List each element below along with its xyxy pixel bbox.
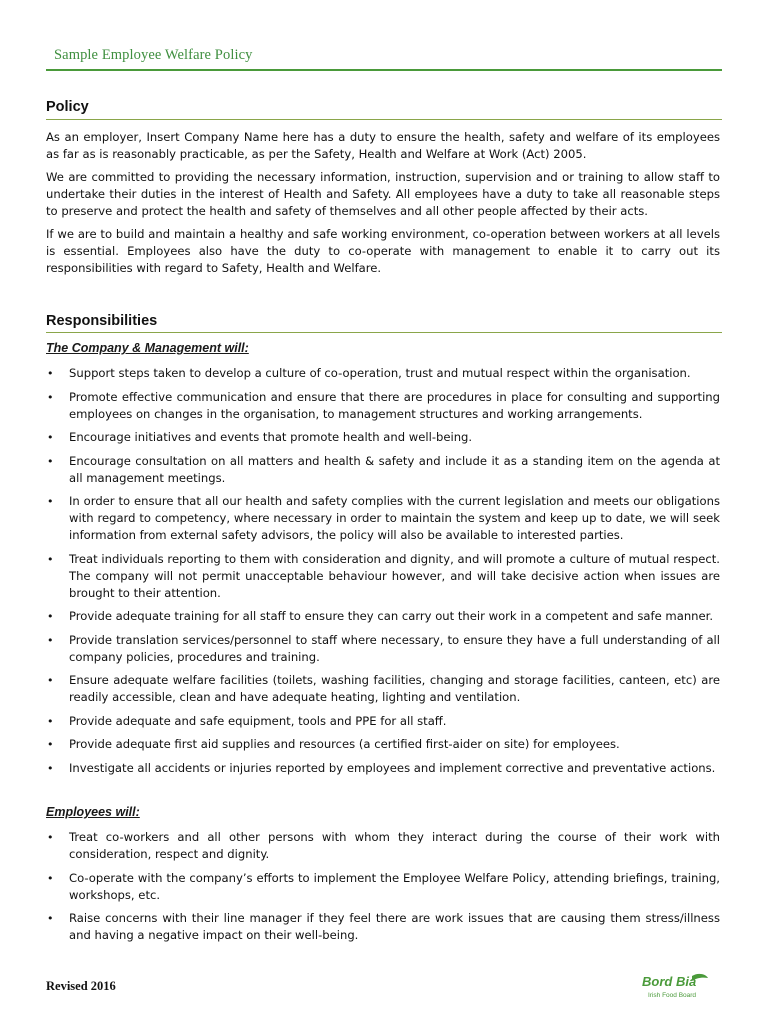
bullet-icon: • [47,390,54,404]
policy-paragraph-2: We are committed to providing the necessary information, instruction, supervision and or training to allow staff to undertake their duties in the interest of Health and Safety. All employees have a duty to take all reasonable steps to preserve and protect the health and safety of themselves and all other people affected by their acts. [46,170,720,218]
list-item [46,389,720,423]
list-item-text: Encourage consultation on all matters and health & safety and include it as a standing item on the agenda at all management meetings. [69,453,720,485]
list-item [46,870,720,904]
list-item [46,829,720,863]
bullet-icon: • [47,831,54,844]
policy-heading: Policy [46,99,89,115]
list-item-text: Provide adequate first aid supplies and resources (a certified first-aider on site) for employees. [69,737,620,751]
list-item [46,493,720,544]
list-item-text: In order to ensure that all our health and safety complies with the current legislation and meets our obligations with regard to competency, where necessary in order to maintain the system and keep up to date, we will seek information from external safety advisors, the policy will also be available to interested parties. [69,494,720,542]
list-item-text: Provide adequate training for all staff to ensure they can carry out their work in a competent and safe manner. [69,609,714,623]
list-item [46,453,720,487]
responsibilities-heading: Responsibilities [46,313,158,329]
list-item [46,736,720,753]
bullet-icon: • [47,738,54,751]
policy-divider [46,119,722,120]
list-item [46,365,720,382]
revised-date: Revised 2016 [46,979,116,993]
list-item [46,632,720,666]
bullet-icon: • [47,674,54,687]
list-item [46,713,720,730]
employees-list [46,829,720,951]
bullet-icon: • [47,495,54,508]
list-item-text: Encourage initiatives and events that promote health and well-being. [69,430,473,444]
header-divider [46,69,722,71]
list-item-text: Support steps taken to develop a culture of co-operation, trust and mutual respect within the organisation. [69,366,691,380]
list-item [46,910,720,944]
list-item [46,551,720,602]
bullet-icon: • [47,454,54,468]
bullet-icon: • [47,552,54,566]
logo-name: Bord Bia [642,974,697,989]
list-item-text: Ensure adequate welfare facilities (toilets, washing facilities, changing and storage facilities, canteen, etc) are readily accessible, clean and have adequate heating, lighting and ventilation. [69,673,720,704]
responsibilities-divider [46,332,722,333]
management-list [46,365,720,783]
bullet-icon: • [47,761,54,775]
list-item-text: Treat individuals reporting to them with consideration and dignity, and will promote a culture of mutual respect. The company will not permit unacceptable behaviour however, and will take decisive action when issues are brought to their attention. [69,551,720,600]
list-item [46,429,720,446]
bord-bia-logo [636,972,718,1006]
list-item-text: Treat co-workers and all other persons with whom they interact during the course of their work with consideration, respect and dignity. [69,830,720,861]
policy-paragraph-1: As an employer, Insert Company Name here has a duty to ensure the health, safety and welfare of its employees as far as is reasonably practicable, as per the Safety, Health and Welfare at Work (Act) 2005. [46,130,720,161]
bullet-icon: • [47,871,54,885]
list-item-text: Provide translation services/personnel to staff where necessary, to ensure they have a full understanding of all company policies, procedures and training. [69,632,720,664]
bullet-icon: • [47,912,54,925]
bullet-icon: • [47,367,54,380]
list-item-text: Provide adequate and safe equipment, tools and PPE for all staff. [69,713,447,728]
list-item-text: Raise concerns with their line manager if they feel there are work issues that are causing them stress/illness and having a negative impact on their well-being. [69,911,720,942]
policy-paragraph-3: If we are to build and maintain a healthy and safe working environment, co-operation between workers at all levels is essential. Employees also have the duty to co-operate with management to enable it to carry out its responsibilities with regard to Safety, Health and Welfare. [46,227,720,275]
list-item [46,760,720,777]
management-subheading: The Company & Management will: [46,341,249,355]
logo-subtitle: Irish Food Board [648,992,697,999]
document-header-title: Sample Employee Welfare Policy [54,47,253,63]
list-item-text: Promote effective communication and ensure that there are procedures in place for consulting and supporting employees on changes in the organisation, to management structures and working arrangements. [69,389,720,421]
bullet-icon: • [47,714,54,728]
list-item [46,672,720,706]
employees-subheading: Employees will: [46,805,140,819]
bullet-icon: • [47,610,54,623]
list-item [46,608,720,625]
list-item-text: Co-operate with the company’s efforts to implement the Employee Welfare Policy, attending briefings, training, workshops, etc. [69,870,720,902]
list-item-text: Investigate all accidents or injuries reported by employees and implement corrective and preventative actions. [69,760,716,775]
bullet-icon: • [47,633,54,647]
bullet-icon: • [47,431,54,444]
